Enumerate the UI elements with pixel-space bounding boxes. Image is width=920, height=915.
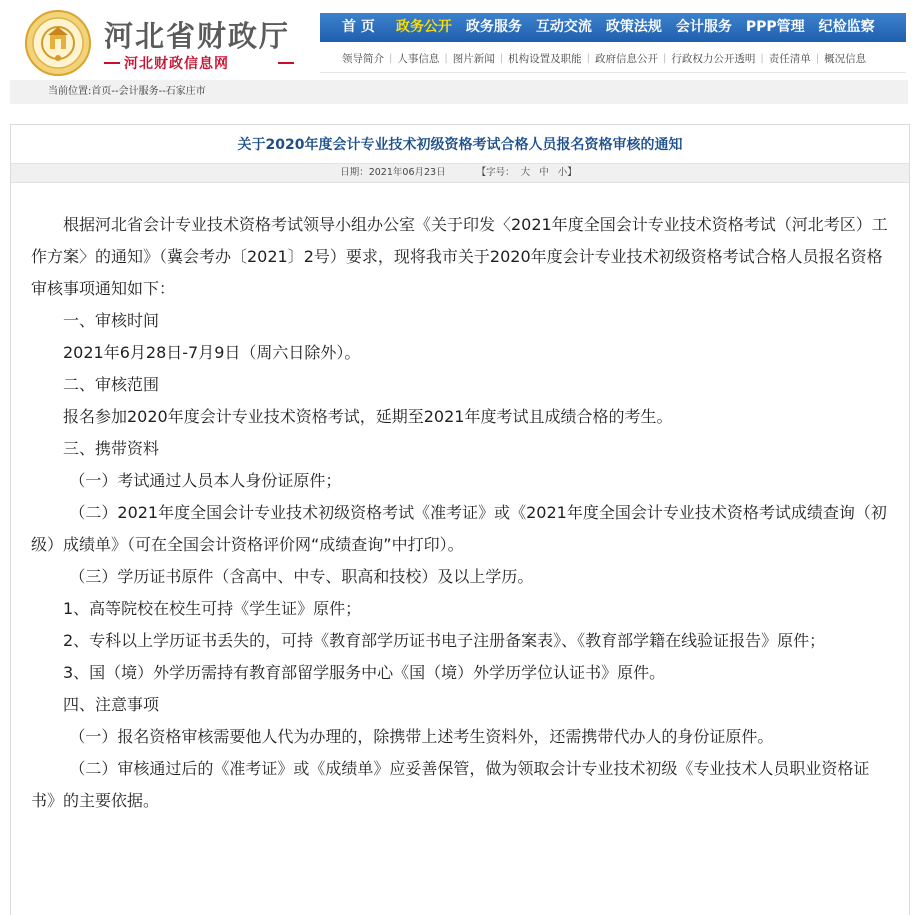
- nav-interaction[interactable]: 互动交流: [535, 19, 592, 35]
- subnav-divider: |: [760, 52, 764, 64]
- section-heading: 二、审核范围: [63, 375, 160, 394]
- nav-ppp-management[interactable]: PPP管理: [745, 19, 805, 35]
- section-heading: 一、审核时间: [63, 311, 160, 330]
- body-paragraph: 报名参加2020年度会计专业技术资格考试，延期至2021年度考试且成绩合格的考生。: [63, 407, 673, 426]
- font-size-label: 【字号：: [476, 167, 515, 178]
- site-title[interactable]: 河北省财政厅: [104, 19, 291, 53]
- subnav-divider: |: [663, 52, 667, 64]
- nav-government-affairs-open[interactable]: 政务公开: [395, 19, 452, 35]
- sub-nav: [320, 44, 906, 73]
- font-size-medium-link[interactable]: 中: [539, 167, 549, 178]
- section-heading: 三、携带资料: [63, 439, 160, 458]
- subnav-leaders[interactable]: 领导简介: [342, 52, 384, 65]
- subnav-responsibility-list[interactable]: 责任清单: [768, 52, 811, 65]
- body-paragraph: （一）考试通过人员本人身份证原件；: [69, 471, 342, 490]
- article-title: 关于2020年度会计专业技术初级资格考试合格人员报名资格审核的通知: [237, 137, 683, 153]
- subnav-divider: |: [815, 52, 820, 64]
- nav-policies-regulations[interactable]: 政策法规: [605, 19, 662, 35]
- body-paragraph: （二）审核通过后的《准考证》或《成绩单》应妥善保管，做为领取会计专业技术初级《专业技术人员职业资格证书》的主要依据。: [31, 759, 870, 810]
- nav-discipline-inspection[interactable]: 纪检监察: [818, 19, 875, 35]
- breadcrumb: [10, 80, 908, 104]
- article-meta: [11, 163, 909, 183]
- article-body: [31, 209, 889, 817]
- font-size-large-link[interactable]: 大: [520, 167, 531, 178]
- article-panel: [10, 124, 910, 915]
- subnav-photo-news[interactable]: 图片新闻: [452, 52, 495, 65]
- intro-paragraph: 根据河北省会计专业技术资格考试领导小组办公室《关于印发〈2021年度全国会计专业技术资格考试（河北考区）工作方案〉的通知》（冀会考办〔2021〕2号）要求，现将我市关于2020年度会计专业技术初级资格考试合格人员报名资格审核事项通知如下：: [31, 215, 888, 298]
- subnav-divider: |: [444, 52, 448, 64]
- publish-date: 日期：2021年06月23日: [340, 167, 446, 178]
- main-nav: [320, 13, 906, 42]
- subnav-personnel[interactable]: 人事信息: [397, 52, 440, 65]
- subnav-organization[interactable]: 机构设置及职能: [508, 52, 582, 65]
- provincial-emblem-icon[interactable]: [24, 9, 92, 77]
- body-paragraph: 1、高等院校在校生可持《学生证》原件；: [63, 599, 362, 618]
- body-paragraph: 2021年6月28日-7月9日（周六日除外）。: [63, 343, 361, 362]
- subnav-overview[interactable]: 概况信息: [824, 52, 867, 65]
- site-header: [0, 0, 920, 80]
- subtitle-rule-right: [278, 62, 294, 64]
- site-subtitle: 河北财政信息网: [124, 56, 229, 72]
- section-heading: 四、注意事项: [63, 695, 160, 714]
- nav-government-services[interactable]: 政务服务: [465, 19, 522, 35]
- subnav-divider: |: [499, 52, 504, 64]
- body-paragraph: 3、国（境）外学历需持有教育部留学服务中心《国（境）外学历学位认证书》原件。: [63, 663, 666, 682]
- subtitle-rule-left: [104, 62, 120, 64]
- subnav-divider: |: [586, 52, 590, 64]
- body-paragraph: （三）学历证书原件（含高中、中专、职高和技校）及以上学历。: [69, 567, 534, 586]
- body-paragraph: （一）报名资格审核需要他人代为办理的，除携带上述考生资料外，还需携带代办人的身份证原件。: [69, 727, 774, 746]
- nav-home[interactable]: 首 页: [342, 19, 375, 35]
- body-paragraph: 2、专科以上学历证书丢失的，可持《教育部学历证书电子注册备案表》、《教育部学籍在线验证报告》原件；: [63, 631, 826, 650]
- subnav-power-transparency[interactable]: 行政权力公开透明: [671, 52, 756, 65]
- font-size-small-link[interactable]: 小】: [557, 167, 577, 178]
- body-paragraph: （二）2021年度全国会计专业技术初级资格考试《准考证》或《2021年度全国会计专业技术资格考试成绩查询（初级）成绩单》（可在全国会计资格评价网“成绩查询”中打印）。: [31, 503, 887, 554]
- subnav-divider: |: [389, 52, 393, 64]
- breadcrumb-text[interactable]: 当前位置:首页--会计服务--石家庄市: [48, 86, 206, 97]
- subnav-info-disclosure[interactable]: 政府信息公开: [595, 52, 658, 65]
- nav-accounting-services[interactable]: 会计服务: [675, 19, 732, 35]
